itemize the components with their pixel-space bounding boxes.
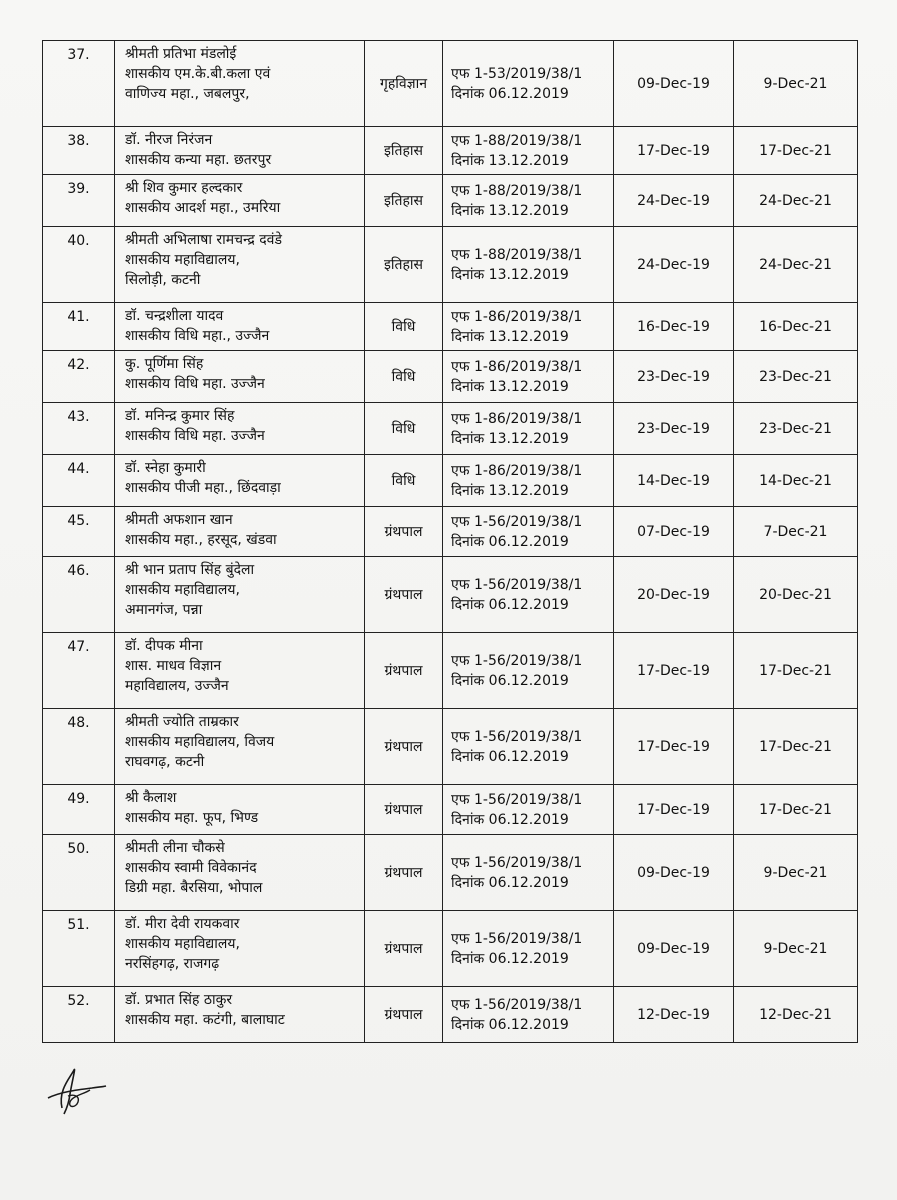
institution-line: शासकीय विधि महा. उज्जैन [125,428,265,444]
joining-date-cell [614,227,734,303]
order-date: दिनांक 13.12.2019 [451,482,569,499]
person-name: श्रीमती लीना चौकसे [125,840,225,856]
joining-date-cell [614,785,734,835]
order-reference-cell [443,633,614,709]
order-number: एफ 1-86/2019/38/1 [451,410,583,427]
serial-number: 52. [67,993,90,1009]
person-name: डॉ. चन्द्रशीला यादव [125,308,224,324]
serial-number: 45. [67,513,90,529]
end-date-cell [734,835,858,911]
order-number: एफ 1-88/2019/38/1 [451,182,583,199]
institution-line: वाणिज्य महा., जबलपुर, [125,86,250,102]
order-date: दिनांक 06.12.2019 [451,596,569,613]
table-row [43,127,858,175]
order-reference-cell [443,987,614,1043]
serial-number: 49. [67,791,90,807]
name-institution-cell [115,507,365,557]
person-name: श्रीमती प्रतिभा मंडलोई [125,46,237,62]
institution-line: नरसिंहगढ़, राजगढ़ [125,956,220,972]
table-row [43,403,858,455]
name-institution-cell [115,227,365,303]
end-date-cell [734,507,858,557]
subject: गृहविज्ञान [379,75,428,92]
institution-line: राघवगढ़, कटनी [125,754,205,770]
order-number: एफ 1-88/2019/38/1 [451,246,583,263]
order-reference-cell [443,835,614,911]
institution-line: शासकीय पीजी महा., छिंदवाड़ा [125,480,281,496]
order-reference-cell [443,127,614,175]
institution-line: शासकीय स्वामी विवेकानंद [125,860,257,876]
person-name: डॉ. मीरा देवी रायकवार [125,916,240,932]
subject-cell [365,41,443,127]
subject-cell [365,127,443,175]
subject: विधि [391,420,416,437]
institution-line: शासकीय एम.के.बी.कला एवं [125,66,271,82]
subject-cell [365,175,443,227]
serial-number: 41. [67,309,90,325]
subject: इतिहास [383,192,423,209]
end-date: 17-Dec-21 [759,801,832,818]
subject-cell [365,403,443,455]
subject: विधि [391,318,416,335]
serial-number-cell [43,633,115,709]
serial-number: 37. [67,47,90,63]
order-number: एफ 1-86/2019/38/1 [451,462,583,479]
order-date: दिनांक 06.12.2019 [451,811,569,828]
joining-date: 07-Dec-19 [637,523,710,540]
subject-cell [365,303,443,351]
order-date: दिनांक 06.12.2019 [451,1016,569,1033]
name-institution-cell [115,785,365,835]
person-name: डॉ. नीरज निरंजन [125,132,213,148]
table-row [43,227,858,303]
order-date: दिनांक 13.12.2019 [451,266,569,283]
table-row [43,785,858,835]
order-reference-cell [443,403,614,455]
joining-date: 09-Dec-19 [637,75,710,92]
subject-cell [365,557,443,633]
serial-number: 43. [67,409,90,425]
serial-number-cell [43,557,115,633]
serial-number-cell [43,403,115,455]
institution-line: महाविद्यालय, उज्जैन [125,678,229,694]
end-date-cell [734,633,858,709]
name-institution-cell [115,987,365,1043]
order-number: एफ 1-56/2019/38/1 [451,854,583,871]
order-number: एफ 1-56/2019/38/1 [451,791,583,808]
joining-date: 14-Dec-19 [637,472,710,489]
joining-date-cell [614,41,734,127]
order-reference-cell [443,911,614,987]
subject: ग्रंथपाल [384,523,423,540]
end-date: 12-Dec-21 [759,1006,832,1023]
name-institution-cell [115,127,365,175]
subject: ग्रंथपाल [384,864,423,881]
serial-number: 44. [67,461,90,477]
order-reference-cell [443,507,614,557]
institution-line: शासकीय महाविद्यालय, [125,936,240,952]
institution-line: शासकीय महा., हरसूद, खंडवा [125,532,277,548]
joining-date-cell [614,633,734,709]
subject-cell [365,835,443,911]
order-reference-cell [443,41,614,127]
person-name: डॉ. प्रभात सिंह ठाकुर [125,992,233,1008]
person-name: कु. पूर्णिमा सिंह [125,356,204,372]
order-reference-cell [443,557,614,633]
joining-date-cell [614,403,734,455]
order-reference-cell [443,785,614,835]
order-date: दिनांक 13.12.2019 [451,328,569,345]
subject-cell [365,633,443,709]
table-row [43,835,858,911]
end-date: 17-Dec-21 [759,738,832,755]
order-reference-cell [443,455,614,507]
serial-number-cell [43,227,115,303]
end-date-cell [734,403,858,455]
joining-date: 24-Dec-19 [637,192,710,209]
joining-date-cell [614,709,734,785]
serial-number: 48. [67,715,90,731]
end-date: 14-Dec-21 [759,472,832,489]
table-row [43,351,858,403]
end-date-cell [734,41,858,127]
handwritten-signature-icon [40,1060,120,1120]
subject: ग्रंथपाल [384,662,423,679]
joining-date-cell [614,835,734,911]
institution-line: शासकीय महाविद्यालय, [125,582,240,598]
subject: ग्रंथपाल [384,940,423,957]
subject-cell [365,507,443,557]
end-date: 17-Dec-21 [759,142,832,159]
end-date-cell [734,785,858,835]
institution-line: शासकीय विधि महा., उज्जैन [125,328,270,344]
serial-number: 51. [67,917,90,933]
serial-number: 50. [67,841,90,857]
serial-number: 39. [67,181,90,197]
institution-line: शासकीय महा. फूप, भिण्ड [125,810,259,826]
records-table-body [43,41,858,1043]
table-row [43,507,858,557]
joining-date: 17-Dec-19 [637,738,710,755]
serial-number-cell [43,835,115,911]
institution-line: शासकीय विधि महा. उज्जैन [125,376,265,392]
end-date-cell [734,911,858,987]
end-date: 20-Dec-21 [759,586,832,603]
table-row [43,633,858,709]
joining-date-cell [614,175,734,227]
subject: ग्रंथपाल [384,1006,423,1023]
joining-date: 17-Dec-19 [637,662,710,679]
name-institution-cell [115,709,365,785]
end-date: 9-Dec-21 [763,75,828,92]
joining-date-cell [614,351,734,403]
subject: विधि [391,368,416,385]
serial-number-cell [43,507,115,557]
records-table [42,40,858,1043]
person-name: डॉ. स्नेहा कुमारी [125,460,206,476]
serial-number-cell [43,175,115,227]
joining-date-cell [614,303,734,351]
institution-line: शासकीय महा. कटंगी, बालाघाट [125,1012,285,1028]
end-date-cell [734,709,858,785]
end-date: 23-Dec-21 [759,368,832,385]
name-institution-cell [115,351,365,403]
subject: ग्रंथपाल [384,801,423,818]
institution-line: डिग्री महा. बैरसिया, भोपाल [125,880,263,896]
serial-number-cell [43,911,115,987]
person-name: श्री शिव कुमार हल्दकार [125,180,243,196]
person-name: श्री भान प्रताप सिंह बुंदेला [125,562,255,578]
order-reference-cell [443,351,614,403]
subject-cell [365,455,443,507]
joining-date: 20-Dec-19 [637,586,710,603]
serial-number-cell [43,127,115,175]
name-institution-cell [115,303,365,351]
joining-date: 23-Dec-19 [637,368,710,385]
table-row [43,455,858,507]
order-number: एफ 1-56/2019/38/1 [451,513,583,530]
table-row [43,557,858,633]
table-row [43,987,858,1043]
table-row [43,41,858,127]
person-name: डॉ. मनिन्द्र कुमार सिंह [125,408,235,424]
order-date: दिनांक 06.12.2019 [451,85,569,102]
table-row [43,709,858,785]
name-institution-cell [115,557,365,633]
joining-date: 12-Dec-19 [637,1006,710,1023]
order-reference-cell [443,709,614,785]
subject: ग्रंथपाल [384,586,423,603]
order-date: दिनांक 13.12.2019 [451,202,569,219]
end-date-cell [734,127,858,175]
subject-cell [365,709,443,785]
name-institution-cell [115,41,365,127]
order-number: एफ 1-86/2019/38/1 [451,308,583,325]
order-date: दिनांक 06.12.2019 [451,874,569,891]
table-row [43,911,858,987]
order-number: एफ 1-86/2019/38/1 [451,358,583,375]
subject: विधि [391,472,416,489]
subject-cell [365,987,443,1043]
person-name: डॉ. दीपक मीना [125,638,203,654]
subject-cell [365,785,443,835]
order-date: दिनांक 13.12.2019 [451,378,569,395]
serial-number-cell [43,455,115,507]
serial-number-cell [43,709,115,785]
joining-date: 24-Dec-19 [637,256,710,273]
end-date: 16-Dec-21 [759,318,832,335]
order-date: दिनांक 06.12.2019 [451,748,569,765]
name-institution-cell [115,403,365,455]
serial-number: 38. [67,133,90,149]
subject-cell [365,911,443,987]
name-institution-cell [115,835,365,911]
institution-line: शासकीय महाविद्यालय, विजय [125,734,275,750]
order-date: दिनांक 06.12.2019 [451,950,569,967]
order-date: दिनांक 06.12.2019 [451,533,569,550]
order-number: एफ 1-56/2019/38/1 [451,996,583,1013]
end-date: 24-Dec-21 [759,192,832,209]
end-date: 9-Dec-21 [763,940,828,957]
joining-date-cell [614,455,734,507]
order-reference-cell [443,227,614,303]
person-name: श्री कैलाश [125,790,177,806]
institution-line: शास. माधव विज्ञान [125,658,222,674]
end-date-cell [734,175,858,227]
end-date-cell [734,351,858,403]
subject: इतिहास [383,142,423,159]
order-date: दिनांक 13.12.2019 [451,152,569,169]
end-date: 9-Dec-21 [763,864,828,881]
joining-date-cell [614,507,734,557]
table-row [43,303,858,351]
end-date: 23-Dec-21 [759,420,832,437]
end-date-cell [734,227,858,303]
order-number: एफ 1-53/2019/38/1 [451,65,583,82]
end-date: 7-Dec-21 [763,523,828,540]
serial-number: 47. [67,639,90,655]
joining-date-cell [614,127,734,175]
serial-number: 40. [67,233,90,249]
end-date-cell [734,455,858,507]
institution-line: अमानगंज, पन्ना [125,602,203,618]
subject: इतिहास [383,256,423,273]
subject-cell [365,227,443,303]
order-number: एफ 1-56/2019/38/1 [451,576,583,593]
serial-number: 42. [67,357,90,373]
order-number: एफ 1-88/2019/38/1 [451,132,583,149]
joining-date: 17-Dec-19 [637,142,710,159]
name-institution-cell [115,911,365,987]
end-date-cell [734,303,858,351]
institution-line: शासकीय कन्या महा. छतरपुर [125,152,272,168]
joining-date: 17-Dec-19 [637,801,710,818]
order-reference-cell [443,303,614,351]
serial-number-cell [43,785,115,835]
person-name: श्रीमती ज्योति ताम्रकार [125,714,239,730]
end-date: 17-Dec-21 [759,662,832,679]
person-name: श्रीमती अभिलाषा रामचन्द्र दवंडे [125,232,282,248]
serial-number-cell [43,303,115,351]
order-date: दिनांक 13.12.2019 [451,430,569,447]
order-number: एफ 1-56/2019/38/1 [451,930,583,947]
order-reference-cell [443,175,614,227]
serial-number-cell [43,351,115,403]
order-date: दिनांक 06.12.2019 [451,672,569,689]
joining-date-cell [614,557,734,633]
joining-date-cell [614,987,734,1043]
subject: ग्रंथपाल [384,738,423,755]
joining-date: 23-Dec-19 [637,420,710,437]
institution-line: सिलोड़ी, कटनी [125,272,201,288]
end-date-cell [734,557,858,633]
serial-number-cell [43,987,115,1043]
name-institution-cell [115,633,365,709]
person-name: श्रीमती अफशान खान [125,512,233,528]
serial-number-cell [43,41,115,127]
subject-cell [365,351,443,403]
institution-line: शासकीय महाविद्यालय, [125,252,240,268]
name-institution-cell [115,455,365,507]
order-number: एफ 1-56/2019/38/1 [451,652,583,669]
joining-date: 09-Dec-19 [637,940,710,957]
joining-date: 16-Dec-19 [637,318,710,335]
order-number: एफ 1-56/2019/38/1 [451,728,583,745]
joining-date-cell [614,911,734,987]
joining-date: 09-Dec-19 [637,864,710,881]
name-institution-cell [115,175,365,227]
table-row [43,175,858,227]
serial-number: 46. [67,563,90,579]
end-date: 24-Dec-21 [759,256,832,273]
end-date-cell [734,987,858,1043]
institution-line: शासकीय आदर्श महा., उमरिया [125,200,281,216]
